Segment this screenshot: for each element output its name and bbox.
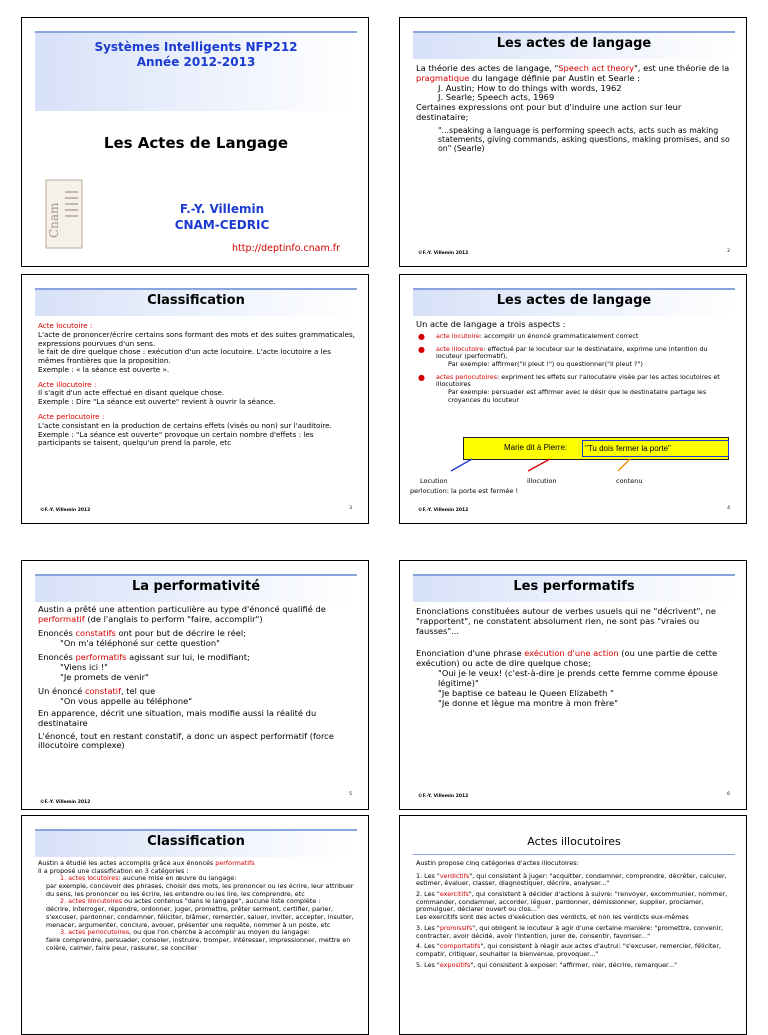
slide-title: Les Actes de Langage — [103, 134, 289, 152]
label-illocution: illocution — [527, 477, 557, 485]
slide-title: Les performatifs — [513, 579, 635, 594]
slide-5 — [21, 560, 369, 810]
slide-title: Actes illocutoires — [527, 835, 621, 848]
section-heading: Acte perlocutoire : — [38, 412, 105, 422]
slide-3 — [21, 274, 369, 524]
course-title: Systèmes Intelligents NFP212 Année 2012-2013 — [94, 40, 298, 69]
quote: "Oui je le veux! (c'est-à-dire je prends cette femme comme épouse légitime)" — [438, 667, 718, 688]
slide-body: Austin a étudié les actes accomplis grâce aux énoncés performatifs Il a proposé une classification en 3 catégories : 1. actes locutoires: aucune mise en œuvre du langage: par exemple, concevoir des phrases, choisir des mots, les prononcer ou les écrire, leur attribuer du sens, les prononcer ou les écrire, les entendre ou les lire, les comprendre, etc 2. actes illocutoires ou actes contenus "dans le langage", aucune liste complète : décrire, interroger, répondre, ordonner, juger, promettre, prêter serment, certifier, parier, s'excuser, pardonner, condamner, féliciter, blâmer, remercier, saluer, inviter, accepter, insulter, menacer, argumenter, conclure, avouer, présenter une requête, nommer à un poste, etc 3. actes perlocutoires, ou que l'on cherche à accomplir au moyen du langage: faire comprendre, persuader, consoler, instruire, tromper, intéresser, impressionner, mettre en colère, calmer, faire peur, rassurer, se concilier — [38, 859, 354, 952]
page-number: 4 — [727, 506, 730, 511]
slide-body: Enonciations constituées autour de verbes usuels qui ne "décrivent", ne "rapportent", ne constatent absolument rien, ne sont pas "vraies ou fausses"... Enonciation d'une phrase exécution d'une action (ou une partie de cette exécution) ou acte de dire quelque chose; "Oui je le veux! (c'est-à-dire je prends cette femme comme épouse légitime)" "Je baptise ce bateau le Queen Elizabeth " "Je donne et lègue ma montre à mon frère" — [416, 607, 734, 709]
utterance: "Tu dois fermer la porte" — [582, 440, 729, 457]
quote: "Je baptise ce bateau le Queen Elizabeth " — [438, 687, 614, 698]
author: F.-Y. Villemin — [179, 202, 265, 216]
speaker-label: Marie dit à Pierre: — [504, 443, 568, 452]
slide-title: Les actes de langage — [496, 293, 652, 308]
page-number: 5 — [349, 792, 352, 797]
website-link[interactable]: http://deptinfo.cnam.fr — [232, 243, 340, 254]
section-heading: Acte locutoire : — [38, 321, 93, 330]
svg-text:Cnam: Cnam — [47, 202, 61, 238]
slide-title: La performativité — [131, 579, 261, 594]
cnam-logo — [44, 178, 84, 250]
aspect-list: ● acte locutoire: accomplir un énoncé grammaticalement correct ● acte illocutoire: effectué par le locuteur sur le destinataire, exprime une intention du locuteur (performatif), Par exemple: affirmer("il pleut !") ou questionner("il pleut ?") ● actes perlocutoires: expriment les effets sur l'allocutaire visée par les actes locutoires et illocutoires Par exemple: persuader est affirmer avec le désir que le destinataire partage les croyances du locuteur — [426, 333, 734, 405]
slide-8 — [399, 815, 747, 1035]
list-item: ● acte locutoire: accomplir un énoncé grammaticalement correct — [426, 333, 734, 341]
organization: CNAM-CEDRIC — [174, 218, 270, 232]
reference: J. Austin; How to do things with words, 1962 — [438, 82, 622, 93]
slide-7 — [21, 815, 369, 1035]
footer: ©F.-Y. Villemin 2012 — [418, 508, 469, 513]
title-divider — [413, 854, 735, 855]
slide-2 — [399, 17, 747, 267]
list-item: ● actes perlocutoires: expriment les effets sur l'allocutaire visée par les actes locutoires et illocutoires — [426, 374, 734, 389]
label-locution: Locution — [420, 477, 448, 485]
illocution-arrow — [528, 459, 550, 471]
footer: ©F.-Y. Villemin 2012 — [418, 251, 469, 256]
slide-body: Austin propose cinq catégories d'actes illocutoires: 1. Les "verdictifs", qui consistent à juger: "acquitter, condamner, comprendre, décréter, calculer, estimer, évaluer, classer, diagnostiquer, décrire, analyser..." 2. Les "exercitifs", qui consistent à décider d'actions à suivre: "renvoyer, excommunier, nommer, commander, condamner, accorder, léguer, pardonner, démissionner, supplier, proclamer, promulguer, déclarer ouvert ou clos..." Les exercitifs sont des actes d'exécution des verdicts, et non les verdicts eux-mêmes 3. Les "promissifs", qui obligent le locuteur à agir d'une certaine manière: "promettre, convenir, contracter, avoir décidé, avoir l'intention, jurer de, consentir, favoriser..." 4. Les "comportatifs", qui consistent à réagir aux actes d'autrui: "s'excuser, remercier, féliciter, compatir, critiquer, souhaiter la bienvenue, provoquer..." 5. Les "expositifs", qui consistent à exposer: "affirmer, nier, décrire, remarquer..." — [416, 859, 728, 969]
page-number: 3 — [349, 506, 352, 511]
slide-1 — [21, 17, 369, 267]
footer: ©F.-Y. Villemin 2012 — [40, 508, 91, 513]
list-item: ● acte illocutoire: effectué par le locuteur sur le destinataire, exprime une intention du locuteur (performatif), — [426, 346, 734, 361]
slide-body: La théorie des actes de langage, "Speech act theory", est une théorie de la pragmatique du langage définie par Austin et Searle : J. Austin; How to do things with words, 1962 J. Searle; Speech acts, 1969 Certaines expressions ont pour but d'induire une action sur leur destinataire; "...speaking a language is performing speech acts, acts such as making statements, giving commands, asking questions, making promises, and so on" (Searle) — [416, 64, 734, 153]
slide-4 — [399, 274, 747, 524]
locution-arrow — [451, 459, 472, 471]
reference: J. Searle; Speech acts, 1969 — [438, 92, 555, 103]
slide-6 — [399, 560, 747, 810]
slide-body: Acte locutoire : L'acte de prononcer/écrire certains sons formant des mots et des suites grammaticales, expressions pourvues d'un sens. le fait de dire quelque chose : exécution d'un acte locutoire. L'acte locutoire a les mêmes frontières que la proposition. Exemple : « la séance est ouverte ». Acte illocutoire : Il s'agit d'un acte effectué en disant quelque chose. Exemple : Dire "La séance est ouverte" revient à ouvrir la séance. Acte perlocutoire : L'acte consistant en la production de certains effets (visés ou non) sur l'auditoire. Exemple : "La séance est ouverte" provoque un certain nombre d'effets : les participants se taisent, quelqu'un prend la parole, etc — [38, 321, 355, 448]
slide-body: Austin a prêté une attention particulière au type d'énoncé qualifié de performatif (de l'anglais to perform "faire, accomplir") Enoncés constatifs ont pour but de décrire le réel; "On m'a téléphoné sur cette question" Enoncés performatifs agissant sur lui, le modifiant; "Viens ici !" "Je promets de venir" Un énoncé constatif, tel que "On vous appelle au téléphone" En apparence, décrit une situation, mais modifie aussi la réalité du destinataire L'énoncé, tout en restant constatif, a donc un aspect performatif (force illocutoire complexe) — [38, 604, 334, 751]
slide-title: Classification — [147, 834, 245, 849]
content-arrow — [618, 459, 630, 471]
quote: "Je donne et lègue ma montre à mon frère" — [438, 697, 618, 708]
perlocution-note: perlocution: la porte est fermée ! — [410, 487, 519, 495]
footer: ©F.-Y. Villemin 2012 — [40, 800, 91, 805]
slide-title: Classification — [147, 293, 245, 308]
page-number: 2 — [727, 249, 730, 254]
slide-title: Les actes de langage — [496, 36, 652, 51]
label-content: contenu — [616, 477, 643, 485]
slide-body: Un acte de langage a trois aspects : — [416, 319, 566, 329]
section-heading: Acte illocutoire : — [38, 379, 97, 389]
page-number: 6 — [727, 792, 730, 797]
quote: "...speaking a language is performing speech acts, acts such as making statements, giving commands, asking questions, making promises, and so on" (Searle) — [438, 125, 730, 154]
footer: ©F.-Y. Villemin 2012 — [418, 794, 469, 799]
